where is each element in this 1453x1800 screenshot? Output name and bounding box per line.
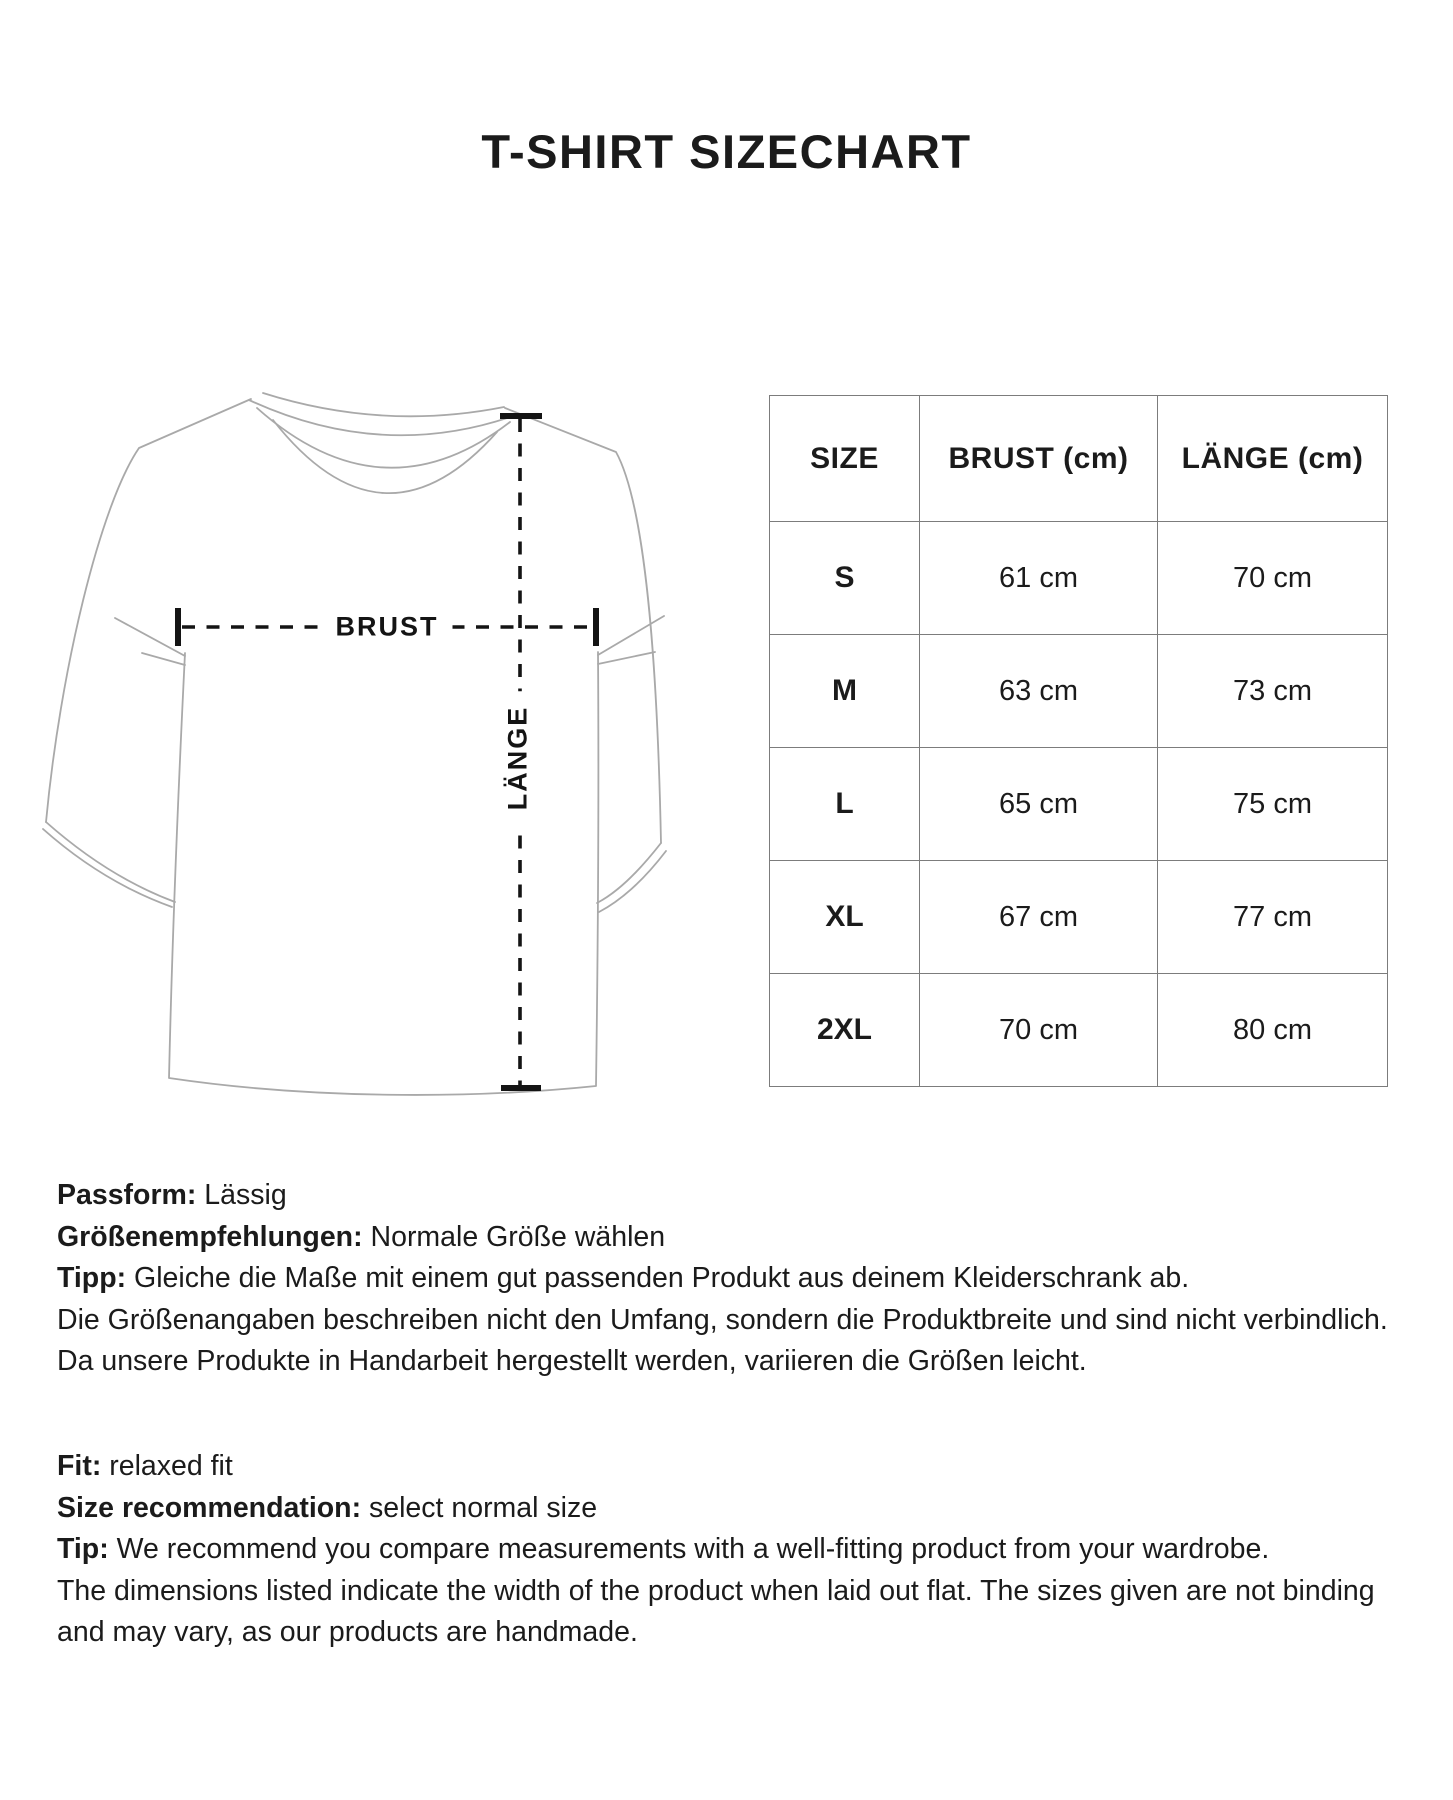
size-cell: 2XL — [770, 974, 920, 1087]
header-size: SIZE — [770, 396, 920, 522]
laenge-cell: 77 cm — [1158, 861, 1388, 974]
table-row — [770, 635, 1388, 748]
info-line: Tipp: Gleiche die Maße mit einem gut passenden Produkt aus deinem Kleiderschrank ab. — [57, 1262, 1190, 1295]
info-line: Size recommendation: select normal size — [57, 1491, 598, 1524]
size-cell: S — [770, 522, 920, 635]
brust-cell: 61 cm — [920, 522, 1158, 635]
size-table — [769, 395, 1388, 1087]
info-line: The dimensions listed indicate the width of the product when laid out flat. The sizes given are not binding — [57, 1574, 1375, 1607]
tshirt-outline — [43, 393, 666, 1095]
info-line: Tip: We recommend you compare measurements with a well-fitting product from your wardrobe. — [57, 1533, 1270, 1566]
size-cell: L — [770, 748, 920, 861]
info-line: Die Größenangaben beschreiben nicht den Umfang, sondern die Produktbreite und sind nicht verbindlich. — [57, 1303, 1388, 1336]
info-line: Fit: relaxed fit — [57, 1450, 233, 1482]
info-block-german — [57, 1175, 1437, 1383]
page-title: T-SHIRT SIZECHART — [481, 125, 972, 178]
table-row — [770, 974, 1388, 1087]
laenge-cell: 80 cm — [1158, 974, 1388, 1087]
table-row — [770, 748, 1388, 861]
info-line: Größenempfehlungen: Normale Größe wählen — [57, 1220, 666, 1253]
laenge-cell: 70 cm — [1158, 522, 1388, 635]
brust-cell: 63 cm — [920, 635, 1158, 748]
brust-cell: 65 cm — [920, 748, 1158, 861]
header-laenge: LÄNGE (cm) — [1158, 396, 1388, 522]
header-brust: BRUST (cm) — [920, 396, 1158, 522]
table-row — [770, 861, 1388, 974]
laenge-cell: 73 cm — [1158, 635, 1388, 748]
length-measure-label: LÄNGE — [500, 692, 537, 825]
brust-cell: 70 cm — [920, 974, 1158, 1087]
info-line: and may vary, as our products are handmade. — [57, 1616, 638, 1649]
chest-measure-label: BRUST — [322, 609, 453, 646]
info-block-english — [57, 1446, 1437, 1654]
size-cell: XL — [770, 861, 920, 974]
size-cell: M — [770, 635, 920, 748]
info-line: Passform: Lässig — [57, 1179, 287, 1211]
table-header-row — [770, 396, 1388, 522]
brust-cell: 67 cm — [920, 861, 1158, 974]
info-line: Da unsere Produkte in Handarbeit hergestellt werden, variieren die Größen leicht. — [57, 1345, 1087, 1378]
table-row — [770, 522, 1388, 635]
laenge-cell: 75 cm — [1158, 748, 1388, 861]
